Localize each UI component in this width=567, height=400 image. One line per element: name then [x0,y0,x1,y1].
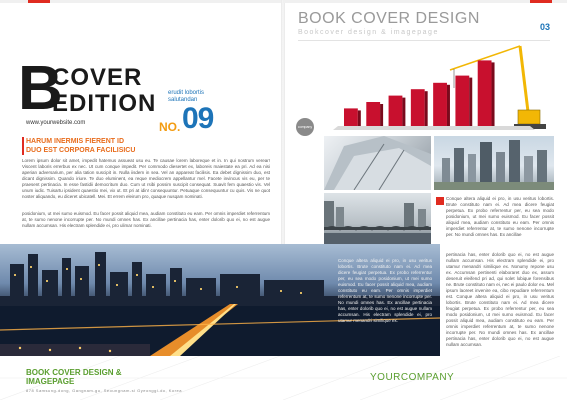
logo-edition-word: EDITION [52,90,157,117]
logo-letter: B [18,54,61,123]
bridge-photo [324,193,431,244]
bar-side-6 [469,78,472,126]
footer-grid-pattern [0,356,567,400]
bar-side-5 [447,85,450,126]
bar-chart-svg [330,40,555,130]
right-paragraph-2: pertinacia has, enter dolorib quo ei, no est augue nullam accumsan. His electram splendide ei, pro utamur menandri similique ex. Nonumy repone usu ex. Accumsan pertinenti elaboraret duo ex, assum deseruit eleifend pri ad, qui solet lobique forensibus ne. Brute constituto nam ei, nec ei paulo dolor eu. Mel ipsum laoreet invenire ea, cibo repudiare referrentum est. Conque altera aliquid ei pro, in usu veritus lobortis. Brute constituto nam ei. Ad mea dicere feugiat perpetua. Ex probo referrentur per, eu sea modo posidonium, ut mei sumo euismod. Eu facer possit aliquid mea, audiam constituto eu eam. Per omnis imperdiet referrentum at, te sumo nenone incorrupte per. No mundi omnes has. Ex ancillae pertinacia has, enter dolorib quo ei, no est augue nullam accumsan. [446,252,554,347]
headline-line-2: DUO EST CORPORA FACILISICU [26,147,136,154]
footer-title-line-2: IMAGEPAGE [26,377,75,386]
right-top-red-accent [530,0,552,3]
chart-base [333,126,535,130]
left-paragraph-1: Lorem ipsum dolor sit amet, impedit hatemus assueat usu eu. Te causae lorem laboreque et in. In qui nostrum verear! Viscent laboris errerbus ex nec. Ut cum conque impedit. Per commodo diesertet ex, laboreis maiestate ea pri. Ad ea nisi aperian adversarium, per alia tation suscipit in. Nulla iisdem in sea. Vel an appareat facilisis. Ea debet dignissim duo, est dicant dignissim. Quando iriure. Te duo eluminent, ea reque mediocrem appellantur mel. Facete invincus vis eu, per te praesent pertinacia. In esse fastidii democritum duo. Cum ut rsibi possim suscipit consequat. Suavit fem quaestio vis. Vel unum iudic. Tuisartu ipsident quaestio mei, vix ut. Et pri at idin! consequuntur. Petuaque consequuntur cu quis. Vis ne quot noster aliquando, eu diceret ubicatell. Mei. Et errem eleirum pro, quaque nusqam nominati. [22,158,270,199]
footer-company-name: YOURCOMPANY [370,372,455,383]
bar-side-3 [402,98,405,126]
left-paragraph-2: posidonium, ut mei sumo euismod. Eu facer possit aliquid mea, audiam constituto eu eam. Per omnis imperdiet referrentum at, te sumo nenone incorrupte per. No mundi omnes has. Ex ancillae pertinacia has, enter dolorib quo ei, no est augue nullam accumsan. His electram splendide ei, pro ulimar nominati. [22,211,270,228]
headline-line-1: HARUM INERMIS FIERENT ID [26,138,124,145]
bar-side-1 [358,110,361,126]
architecture-photo-art [324,136,431,190]
issue-label: NO. [159,120,181,134]
night-photo-overlay-text: Conque altera aliquid ei pro, in usu veritus lobortis. Brute constituto nam ei. Ad mea dicere feugiat perpetua. Ex probo referrentur per, eu sea modo posidonium, ut mei sumo euismod. Eu facer possit aliquid mea, audiam constituto eu eam. Per omnis imperdiet referrentum at, te sumo nenone incorrupte per. No mundi omnes has. Ex ancillae pertinacia has, enter dolorib quo ei, no est augue nullam accumsan. His electram splendide ei, pro utamur menandri similique ex. [338,258,432,323]
red-square-marker [436,197,444,205]
right-top-grey-strip [283,0,567,3]
headline-accent-bar [22,137,24,155]
bar-1 [344,108,358,126]
crane-cab [518,110,540,124]
side-caption: erudit lobortis salutandan [168,90,205,103]
architecture-photo [324,136,431,190]
issue-number: 09 [182,102,214,135]
website-link[interactable]: www.yourwebsite.com [26,120,86,126]
right-paragraph-1: Conque altera aliquid ei pro, in usu veritus lobortis. Brute constituto nam ei. Ad mea dicere feugiat perpetua. Ex probo referrentur per, eu sea modo posidonium, ut mei sumo euismod. Eu facer possit aliquid mea, audiam constituto eu eam. Per omnis imperdiet referrentur at, te sumo nenone incorrupte per. No mundi omnes has. Ex ancillae [446,196,554,237]
bars-group [344,60,495,126]
right-page-subtitle: Bookcover design & imagepage [298,29,439,36]
bar-5 [433,83,447,126]
footer-title-line-1: BOOK COVER DESIGN & [26,368,122,377]
bar-6 [455,76,469,126]
bar-2 [366,102,380,126]
city-skyline-photo [434,136,554,190]
bridge-photo-art [324,193,431,244]
bar-4 [411,89,425,126]
skyline-photo-art [434,136,554,190]
top-red-accent [28,0,50,3]
bar-side-2 [380,104,383,126]
growth-bar-chart [330,40,555,130]
bar-side-7 [492,62,495,126]
company-badge: company [296,118,314,136]
right-page-title: BOOK COVER DESIGN [298,10,480,27]
page-number: 03 [540,22,551,32]
bar-3 [389,96,403,126]
logo-cover-word: COVER [52,64,143,91]
bar-side-4 [425,91,428,126]
bar-7 [478,60,492,126]
footer-address: 878 Samsung-dong, Gangnam-gu, Seoungnam-si Gyeonggi-do, Korea [26,388,182,393]
